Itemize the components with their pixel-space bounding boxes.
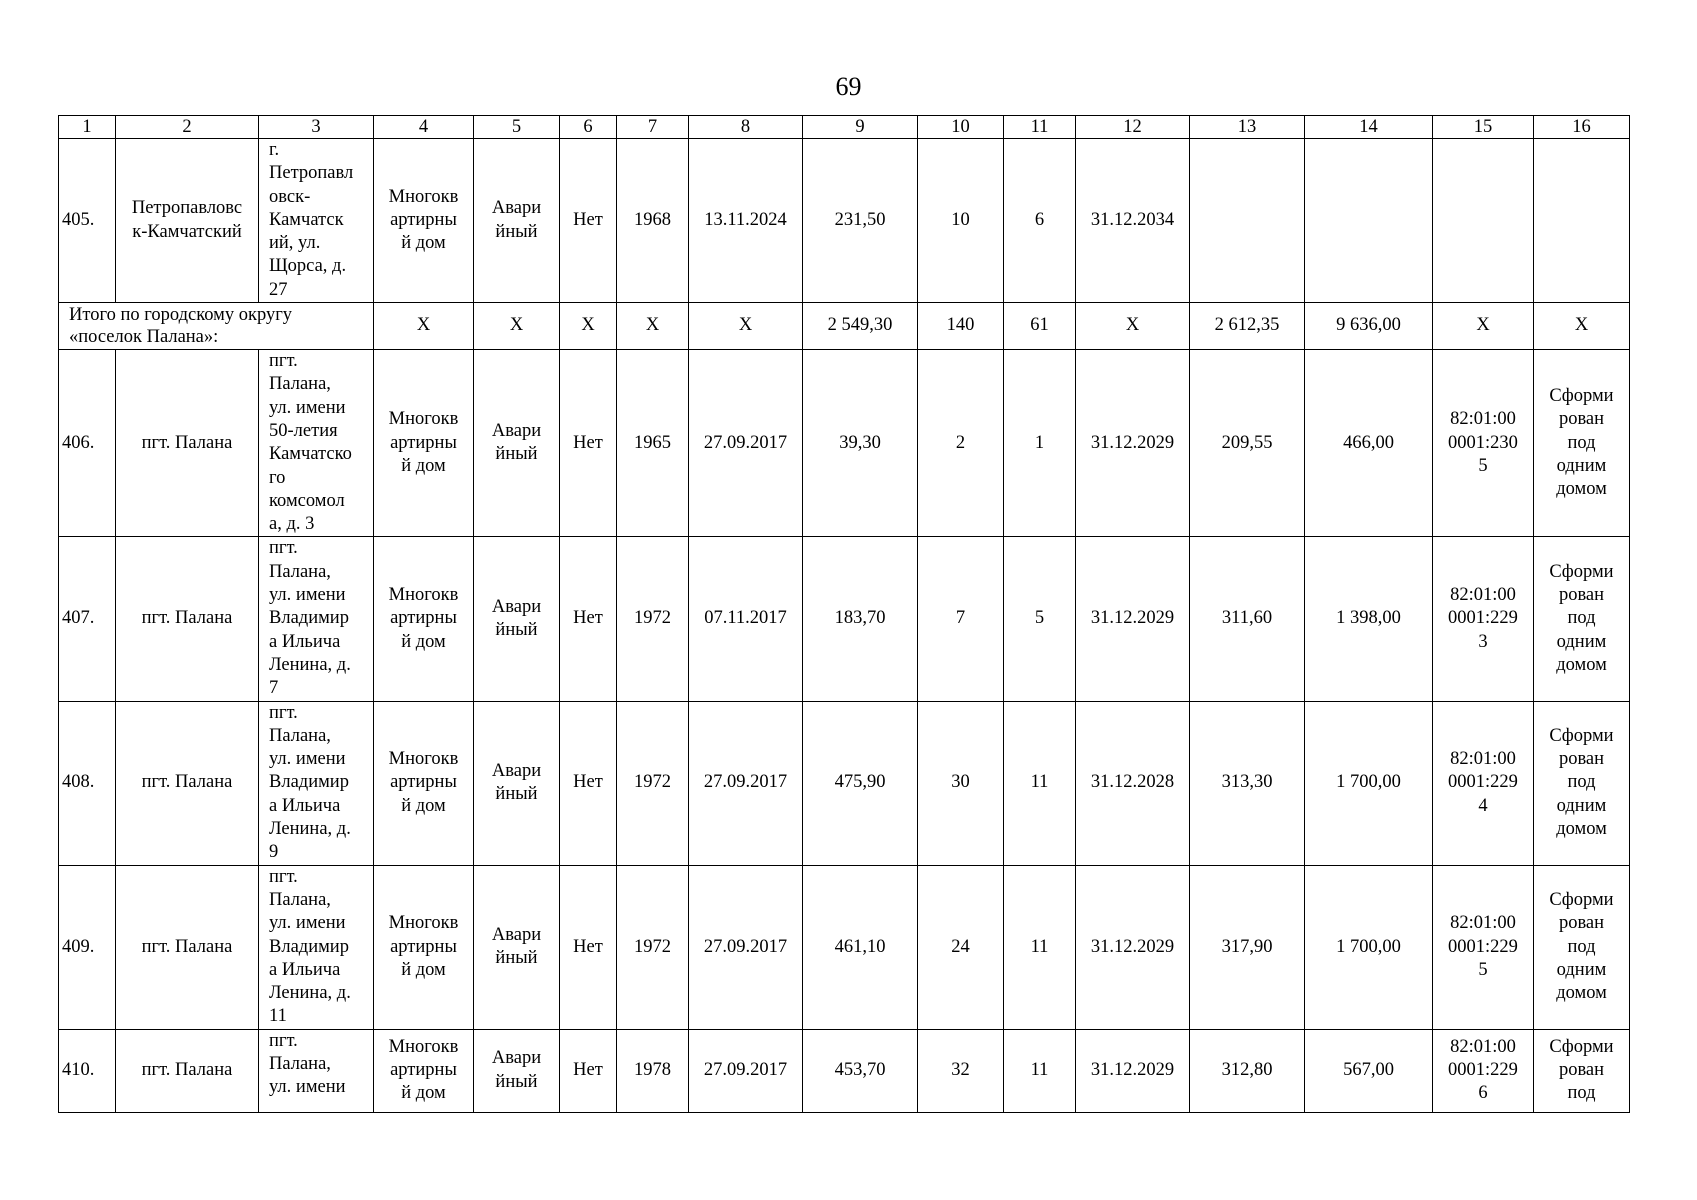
cadastral-cell: 82:01:00 0001:229 5 [1433, 865, 1534, 1029]
flag-cell: Нет [560, 350, 617, 537]
column-number: 4 [374, 116, 474, 139]
deadline-cell: 31.12.2029 [1076, 865, 1190, 1029]
apartments-cell: 6 [1004, 139, 1076, 303]
area-cell: 461,10 [803, 865, 918, 1029]
total-area-cell: 2 549,30 [803, 303, 918, 350]
total-cell: Х [689, 303, 803, 350]
row-number: 406. [59, 350, 116, 537]
column-number-row [59, 116, 1630, 139]
area-cell: 39,30 [803, 350, 918, 537]
note-cell: Сформи рован под одним домом [1534, 701, 1630, 865]
land-area-cell: 209,55 [1190, 350, 1305, 537]
status-cell: Авари йный [474, 350, 560, 537]
cadastral-cell: 82:01:00 0001:229 3 [1433, 537, 1534, 701]
flag-cell: Нет [560, 865, 617, 1029]
building-type-cell: Многокв артирны й дом [374, 701, 474, 865]
date-cell: 27.09.2017 [689, 350, 803, 537]
table-row [59, 701, 1630, 865]
deadline-cell: 31.12.2029 [1076, 350, 1190, 537]
flag-cell: Нет [560, 139, 617, 303]
column-number: 13 [1190, 116, 1305, 139]
deadline-cell: 31.12.2029 [1076, 537, 1190, 701]
year-cell: 1972 [617, 537, 689, 701]
apartments-cell: 5 [1004, 537, 1076, 701]
area-cell: 183,70 [803, 537, 918, 701]
status-cell: Авари йный [474, 537, 560, 701]
value-cell: 466,00 [1305, 350, 1433, 537]
page-number: 69 [835, 72, 862, 101]
date-cell: 07.11.2017 [689, 537, 803, 701]
deadline-cell: 31.12.2034 [1076, 139, 1190, 303]
note-cell: Сформи рован под одним домом [1534, 350, 1630, 537]
municipality-cell: Петропавловс к-Камчатский [116, 139, 259, 303]
status-cell: Авари йный [474, 139, 560, 303]
year-cell: 1968 [617, 139, 689, 303]
total-apartments-cell: 61 [1004, 303, 1076, 350]
note-cell: Сформи рован под [1534, 1029, 1630, 1112]
building-type-cell: Многокв артирны й дом [374, 865, 474, 1029]
table-row [59, 865, 1630, 1029]
apartments-cell: 11 [1004, 865, 1076, 1029]
date-cell: 27.09.2017 [689, 865, 803, 1029]
area-cell: 453,70 [803, 1029, 918, 1112]
row-number: 409. [59, 865, 116, 1029]
column-number: 7 [617, 116, 689, 139]
municipality-cell: пгт. Палана [116, 701, 259, 865]
apartments-cell: 11 [1004, 1029, 1076, 1112]
table-row [59, 139, 1630, 303]
municipality-cell: пгт. Палана [116, 350, 259, 537]
total-value-cell: 9 636,00 [1305, 303, 1433, 350]
address-cell: пгт. Палана, ул. имени Владимир а Ильича Ленина, д. 9 [259, 701, 374, 865]
status-cell: Авари йный [474, 701, 560, 865]
year-cell: 1965 [617, 350, 689, 537]
column-number: 10 [918, 116, 1004, 139]
address-cell: пгт. Палана, ул. имени 50-летия Камчатско го комсомол а, д. 3 [259, 350, 374, 537]
flag-cell: Нет [560, 701, 617, 865]
residents-cell: 2 [918, 350, 1004, 537]
deadline-cell: 31.12.2029 [1076, 1029, 1190, 1112]
note-cell [1534, 139, 1630, 303]
building-type-cell: Многокв артирны й дом [374, 537, 474, 701]
column-number: 5 [474, 116, 560, 139]
total-cell: Х [474, 303, 560, 350]
residents-cell: 7 [918, 537, 1004, 701]
cadastral-cell: 82:01:00 0001:229 4 [1433, 701, 1534, 865]
column-number: 3 [259, 116, 374, 139]
housing-registry-table [58, 115, 1630, 1113]
note-cell: Сформи рован под одним домом [1534, 865, 1630, 1029]
column-number: 6 [560, 116, 617, 139]
cadastral-cell [1433, 139, 1534, 303]
total-residents-cell: 140 [918, 303, 1004, 350]
table-row [59, 350, 1630, 537]
land-area-cell: 311,60 [1190, 537, 1305, 701]
row-number: 408. [59, 701, 116, 865]
value-cell: 1 700,00 [1305, 865, 1433, 1029]
table-row [59, 1029, 1630, 1112]
date-cell: 27.09.2017 [689, 701, 803, 865]
land-area-cell: 313,30 [1190, 701, 1305, 865]
column-number: 1 [59, 116, 116, 139]
status-cell: Авари йный [474, 865, 560, 1029]
table-row [59, 537, 1630, 701]
column-number: 9 [803, 116, 918, 139]
total-cell: Х [560, 303, 617, 350]
year-cell: 1972 [617, 701, 689, 865]
building-type-cell: Многокв артирны й дом [374, 350, 474, 537]
year-cell: 1972 [617, 865, 689, 1029]
cadastral-cell: 82:01:00 0001:229 6 [1433, 1029, 1534, 1112]
cadastral-cell: 82:01:00 0001:230 5 [1433, 350, 1534, 537]
flag-cell: Нет [560, 537, 617, 701]
row-number: 405. [59, 139, 116, 303]
residents-cell: 24 [918, 865, 1004, 1029]
total-row [59, 303, 1630, 350]
column-number: 8 [689, 116, 803, 139]
date-cell: 13.11.2024 [689, 139, 803, 303]
total-label: Итого по городскому округу «поселок Палана»: [59, 303, 374, 350]
address-cell: пгт. Палана, ул. имени Владимир а Ильича Ленина, д. 11 [259, 865, 374, 1029]
area-cell: 475,90 [803, 701, 918, 865]
flag-cell: Нет [560, 1029, 617, 1112]
municipality-cell: пгт. Палана [116, 865, 259, 1029]
land-area-cell [1190, 139, 1305, 303]
building-type-cell: Многокв артирны й дом [374, 1029, 474, 1112]
row-number: 410. [59, 1029, 116, 1112]
value-cell: 567,00 [1305, 1029, 1433, 1112]
apartments-cell: 11 [1004, 701, 1076, 865]
residents-cell: 30 [918, 701, 1004, 865]
year-cell: 1978 [617, 1029, 689, 1112]
address-cell: пгт. Палана, ул. имени [259, 1029, 374, 1112]
column-number: 14 [1305, 116, 1433, 139]
total-cell: Х [1534, 303, 1630, 350]
total-cell: Х [1433, 303, 1534, 350]
column-number: 11 [1004, 116, 1076, 139]
deadline-cell: 31.12.2028 [1076, 701, 1190, 865]
note-cell: Сформи рован под одним домом [1534, 537, 1630, 701]
address-cell: г. Петропавл овск- Камчатск ий, ул. Щорса, д. 27 [259, 139, 374, 303]
municipality-cell: пгт. Палана [116, 537, 259, 701]
land-area-cell: 317,90 [1190, 865, 1305, 1029]
municipality-cell: пгт. Палана [116, 1029, 259, 1112]
apartments-cell: 1 [1004, 350, 1076, 537]
column-number: 15 [1433, 116, 1534, 139]
value-cell: 1 700,00 [1305, 701, 1433, 865]
status-cell: Авари йный [474, 1029, 560, 1112]
residents-cell: 10 [918, 139, 1004, 303]
address-cell: пгт. Палана, ул. имени Владимир а Ильича Ленина, д. 7 [259, 537, 374, 701]
value-cell [1305, 139, 1433, 303]
value-cell: 1 398,00 [1305, 537, 1433, 701]
area-cell: 231,50 [803, 139, 918, 303]
total-cell: Х [617, 303, 689, 350]
column-number: 2 [116, 116, 259, 139]
column-number: 16 [1534, 116, 1630, 139]
residents-cell: 32 [918, 1029, 1004, 1112]
total-cell: Х [374, 303, 474, 350]
building-type-cell: Многокв артирны й дом [374, 139, 474, 303]
row-number: 407. [59, 537, 116, 701]
date-cell: 27.09.2017 [689, 1029, 803, 1112]
column-number: 12 [1076, 116, 1190, 139]
land-area-cell: 312,80 [1190, 1029, 1305, 1112]
total-land-area-cell: 2 612,35 [1190, 303, 1305, 350]
total-cell: Х [1076, 303, 1190, 350]
